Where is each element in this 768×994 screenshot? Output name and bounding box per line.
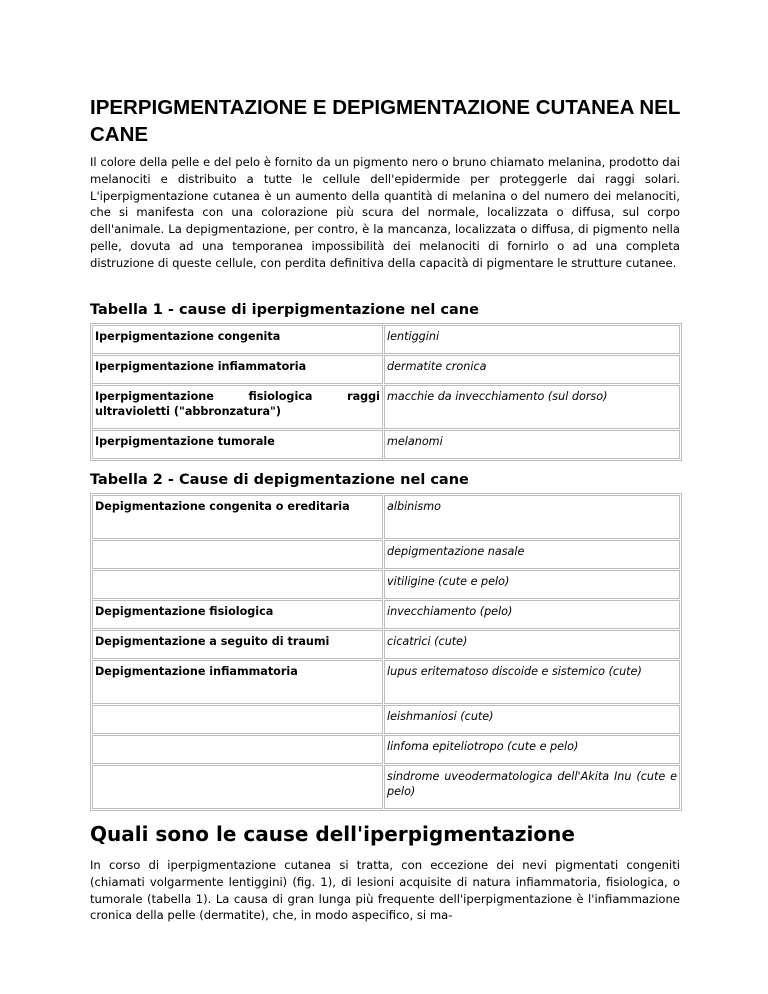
table-row (92, 735, 680, 764)
cause-cell (92, 570, 383, 599)
table-row (92, 630, 680, 659)
page-title: IPERPIGMENTAZIONE E DEPIGMENTAZIONE CUTANEA NEL CANE (90, 96, 680, 146)
cause-cell: Iperpigmentazione tumorale (92, 430, 383, 459)
table1 (90, 323, 682, 461)
example-cell: sindrome uveodermatologica dell'Akita Inu (cute e pelo) (384, 765, 680, 809)
intro-paragraph: Il colore della pelle e del pelo è fornito da un pigmento nero o bruno chiamato melanina, prodotto dai melanociti e distribuito a tutte le cellule dell'epidermide per proteggerle dai raggi solari. L'iperpigmentazione cutanea è un aumento della quantità di melanina o del numero dei melanociti, che si manifesta con una colorazione più scura del normale, localizzata o diffusa, sul corpo dell'animale. La depigmentazione, per contro, è la mancanza, localizzata o diffusa, di pigmento nella pelle, dovuta ad una temporanea impossibilità dei melanociti di fornirlo o ad una completa distruzione di queste cellule, con perdita definitiva della capacità di pigmentare le strutture cutanee. (90, 155, 680, 270)
example-cell: depigmentazione nasale (384, 540, 680, 569)
cause-cell (92, 765, 383, 809)
table-row (92, 540, 680, 569)
table2-title: Tabella 2 - Cause di depigmentazione nel cane (90, 472, 469, 488)
section-heading: Quali sono le cause dell'iperpigmentazione (90, 822, 575, 846)
table-row (92, 430, 680, 459)
table-row (92, 325, 680, 354)
cause-cell: Depigmentazione fisiologica (92, 600, 383, 629)
table-row (92, 660, 680, 704)
section-paragraph: In corso di iperpigmentazione cutanea si tratta, con eccezione dei nevi pigmentati congeniti (chiamati volgarmente lentiggini) (fig. 1), di lesioni acquisite di natura infiammatoria, fisiologica, o tumorale (tabella 1). La causa di gran lunga più frequente dell'iperpigmentazione è l'infiammazione cronica della pelle (dermatite), che, in modo aspecifico, si ma- (90, 858, 680, 923)
table1-title: Tabella 1 - cause di iperpigmentazione nel cane (90, 302, 479, 318)
table-row (92, 495, 680, 539)
table-row (92, 355, 680, 384)
example-cell: dermatite cronica (384, 355, 680, 384)
table-row (92, 570, 680, 599)
example-cell: linfoma epiteliotropo (cute e pelo) (384, 735, 680, 764)
cause-cell: Depigmentazione a seguito di traumi (92, 630, 383, 659)
example-cell: melanomi (384, 430, 680, 459)
table-row (92, 600, 680, 629)
example-cell: invecchiamento (pelo) (384, 600, 680, 629)
example-cell: leishmaniosi (cute) (384, 705, 680, 734)
example-cell: lupus eritematoso discoide e sistemico (cute) (384, 660, 680, 704)
table-row (92, 705, 680, 734)
cause-cell: Iperpigmentazione fisiologica raggi ultravioletti ("abbronzatura") (92, 385, 383, 429)
cause-cell (92, 705, 383, 734)
table-row (92, 765, 680, 809)
table2 (90, 493, 682, 811)
example-cell: albinismo (384, 495, 680, 539)
cause-cell: Depigmentazione infiammatoria (92, 660, 383, 704)
table-row (92, 385, 680, 429)
example-cell: lentiggini (384, 325, 680, 354)
cause-cell: Iperpigmentazione congenita (92, 325, 383, 354)
example-cell: macchie da invecchiamento (sul dorso) (384, 385, 680, 429)
example-cell: vitiligine (cute e pelo) (384, 570, 680, 599)
cause-cell (92, 735, 383, 764)
cause-cell: Iperpigmentazione infiammatoria (92, 355, 383, 384)
example-cell: cicatrici (cute) (384, 630, 680, 659)
cause-cell (92, 540, 383, 569)
cause-cell: Depigmentazione congenita o ereditaria (92, 495, 383, 539)
